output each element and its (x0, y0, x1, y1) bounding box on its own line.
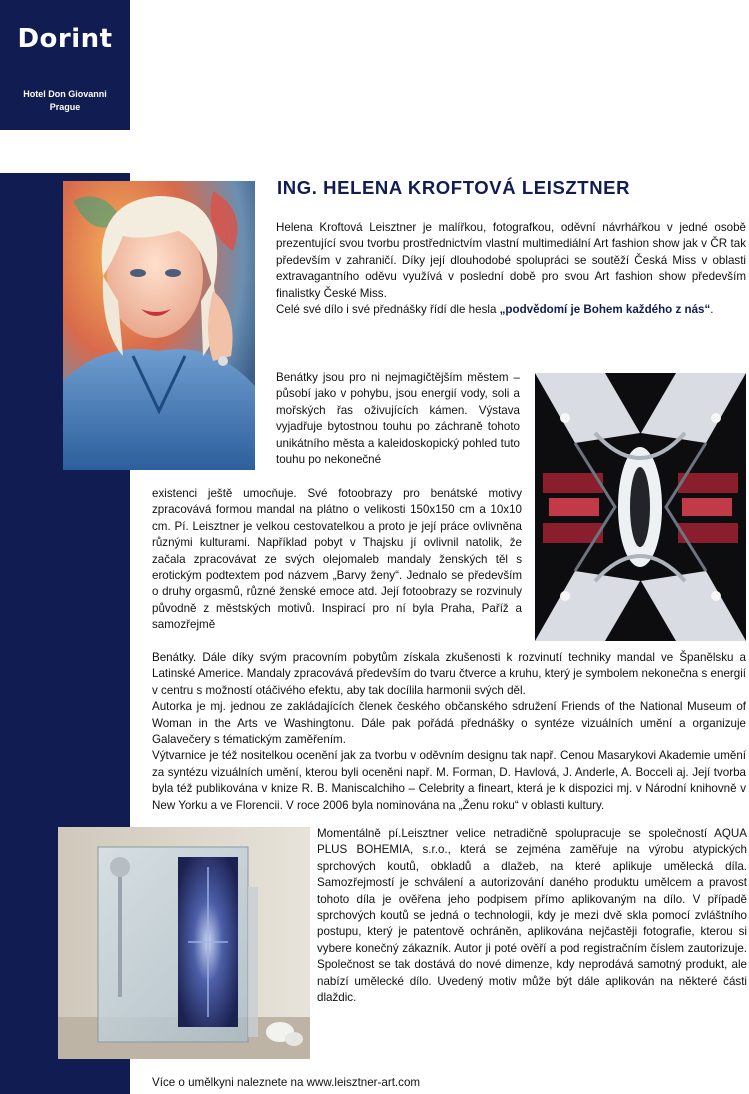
motto-quote: „podvědomí je Bohem každého z nás“ (499, 303, 711, 317)
website-footer: Více o umělkyni naleznete na www.leisztner-art.com (152, 1076, 421, 1089)
hotel-name: Hotel Don Giovanni (23, 89, 107, 99)
shower-enclosure-photo (58, 827, 310, 1059)
brand-logo-block (0, 0, 130, 130)
association-paragraph: Autorka je mj. jednou ze zakládajících členek českého občanského sdružení Friends of the National Museum of Woman in the Arts ve Washingtonu. Dále pak pořádá přednášky o syntéze vizuálních umění a organizuje Galavečery s tématickým zaměřením. (152, 700, 746, 747)
mandala-paragraph: Benátky. Dále díky svým pracovním pobytům získala zkušenosti k rozvinutí techniky mandal ve Španělsku a Latinské Americe. Mandaly zpracovává především do tvaru čtverce a kruhu, který je symbolem nekonečna s energií v centru s možností otáčivého efektu, aby tak docílila harmonii svých děl. (152, 651, 746, 697)
motto-lead: Celé své dílo i své přednášky řídí dle hesla (276, 303, 500, 317)
aqua-plus-paragraph: Momentálně pí.Leisztner velice netradičně spolupracuje se společností AQUA PLUS BOHEMIA, s.r.o., která se zejména zaměřuje na výrobu atypických sprchových koutů, obkladů a dlažeb, na které aplikuje umělecká díla. Samozřejmostí je schválení a autorizování daného produktu umělcem a pravost tohoto díla je ověřena jeho podpisem přímo aplikovaným na dílo. V případě sprchových koutů se jedná o technologii, kdy je mezi dvě skla pomocí zvláštního postupu, který je patentově ochráněn, aplikována nejčastěji fotografie, kterou si vybere konečný zákazník. Autor ji poté ověří a pod registračním číslem zautorizuje. Společnost se tak dostává do nové dimenze, kdy neprodává samotný produkt, ale nabízí umělecké dílo. Uvedený motiv může být dále aplikován na některé části dlaždic. (317, 827, 747, 1005)
artist-portrait-photo (63, 181, 255, 470)
motto-end: . (710, 303, 714, 317)
awards-paragraph: Výtvarnice je též nositelkou ocenění jak za tvorbu v oděvním designu tak např. Cenou Masarykovi Akademie umění za syntézu vizuálních umění, kterou byli oceněni např. M. Forman, D. Havlová, J. Anderle, A. Bocceli aj. Její tvorba byla též publikována v knize R. B. Maniscalchiho – Celebrity a fineart, která je k dispozici mj. v Národní knihovně v New Yorku a ve Florencii. V roce 2006 byla nominována na „Ženu roku“ v oblasti kultury. (152, 749, 746, 812)
hotel-caption (0, 88, 130, 114)
intro-section (276, 220, 746, 318)
biography-section (152, 650, 746, 814)
intro-paragraph: Helena Kroftová Leisztner je malířkou, fotografkou, oděvní návrhářkou v jedné osobě prezentující svou tvorbu prostřednictvím vlastní multimediální Art fashion show jak v ČR tak především v zahraničí. Díky její dlouhodobé spolupráci se soutěží Česká Miss v oblasti extravagantního oděvu využívá v poslední době pro svou Art fashion show především finalistky České Miss. (276, 221, 746, 300)
motto-paragraph (276, 302, 746, 318)
article-title: ING. HELENA KROFTOVÁ LEISZTNER (277, 177, 631, 198)
venice-continued-text: existenci ještě umocňuje. Své fotoobrazy pro benátské motivy zpracovává formou mandal na plátno o velikosti 150x150 cm a 10x10 cm. Pí. Leisztner je velkou cestovatelkou a proto je její práce ovlivněna různými kulturami. Například pobyt v Thajsku jí ovlivnil natolik, že začala zpracovávat ze svých olejomaleb mandaly ženských těl s erotickým podtextem pod názvem „Barvy ženy“. Jednalo se především o druhy orgasmů, různé ženské emoce atd. Její fotoobrazy se rozvinuly původně z městských motivů. Inspirací pro ní byla Praha, Paříž a samozřejmě (152, 487, 522, 632)
hotel-city: Prague (49, 102, 81, 112)
dorint-logo: Dorint (17, 24, 113, 54)
venice-mandala-image (535, 373, 746, 641)
venice-column-text: Benátky jsou pro ni nejmagičtějším městem – působí jako v pohybu, jsou energií vody, soli a mořských řas oživujících kámen. Výstava vyjadřuje bytostnou touhu po záchraně tohoto unikátního města a kaleidoskopický pohled tuto touhu po nekonečné (276, 371, 520, 467)
